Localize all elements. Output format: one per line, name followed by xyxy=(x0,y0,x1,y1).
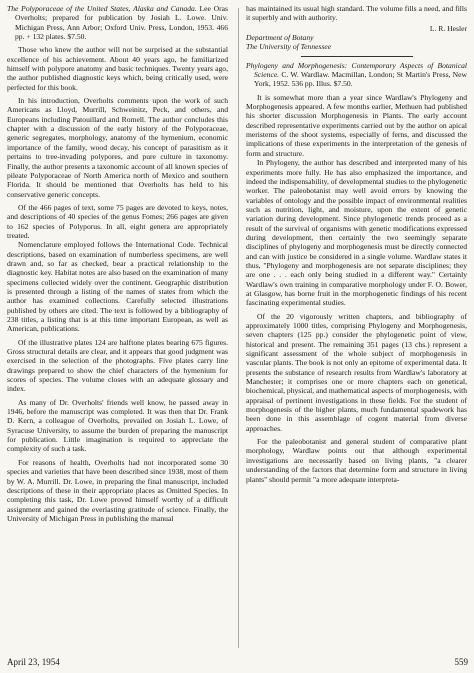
paragraph: Of the 466 pages of text, some 75 pages are devoted to keys, notes, and descriptions of 40 species of the genus Fomes; 266 pages are given to 162 species of Polyporus. In all, eight genera are appropriately treated. xyxy=(7,202,228,240)
affiliation-line: Department of Botany xyxy=(246,33,314,43)
paragraph-continuation: has maintained its usual high standard. The volume fills a need, and fills it superbly and with authority. xyxy=(246,4,467,23)
review-header-phylogeny: Phylogeny and Morphogenesis: Contemporary Aspects of Botanical Science. C. W. Wardlaw. Macmillan, London; St Martin's Press, New York, 1952. 536 pp. Illus. $7.50. xyxy=(246,60,467,89)
paragraph: For reasons of health, Overholts had not incorporated some 30 species and varieties that have been described since 1938, most of them by W. A. Murrill. Dr. Lowe, in preparing the final manuscript, included descriptions of these in their appropriate places as Omitted Species. In completing this task, Dr. Lowe proved himself worthy of a difficult assignment and gained the everlasting gratitude of science. Finally, the University of Michigan Press in publishing the manual xyxy=(7,457,228,523)
footer-date: April 23, 1954 xyxy=(7,657,60,667)
paragraph: Those who knew the author will not be surprised at the substantial excellence of his achievement. About 40 years ago, he familiarized himself with polypore anatomy and basic techniques. Twenty years ago, the author published diagnostic keys which, being critically used, were perfected for this book. xyxy=(7,45,228,92)
affiliation-line: The University of Tennessee xyxy=(246,42,332,52)
left-column xyxy=(7,4,228,523)
review-header-polyporaceae: The Polyporaceae of the United States, Alaska and Canada. Lee Oras Overholts; prepared for publication by Josiah L. Lowe. Univ. Michigan Press, Ann Arbor; Oxford Univ. Press, London, 1953. 466 pp. + 132 plates. $7.50. xyxy=(7,4,228,42)
paragraph: As many of Dr. Overholts' friends well know, he passed away in 1946, before the manuscript was completed. It was then that Dr. Frank D. Kern, a colleague of Overholts, prevailed on Josiah L. Lowe, of Syracuse University, to assume the burden of preparing the manuscript for publication. Little imagination is required to appreciate the complexity of such a task. xyxy=(7,397,228,454)
reviewer-name: L. R. Hesler xyxy=(429,23,467,33)
paragraph: Nomenclature employed follows the International Code. Technical descriptions, based on examination of numberless specimens, are well drawn and, so far as checked, bear a practical relationship to the diagnostic key. Habitat notes are also based on the examination of many specimens collected widely over the continent. Geographic distribution is presented through a listing of the names of states from which the author has examined collections. Carefully selected illustrations published by others are cited. The text is followed by a bibliography of 238 titles, a listing that is at this time important European, as well as American, publications. xyxy=(7,240,228,334)
paragraph: Of the illustrative plates 124 are halftone plates bearing 675 figures. Gross structural details are clear, and it appears that good judgment was exercised in the selection of the photographs. Five plates carry line drawings prepared to show the chief characters of the hymenium for scores of species. The volume closes with an adequate glossary and index. xyxy=(7,337,228,394)
paragraph: In Phylogeny, the author has described and interpreted many of his experiments more fully. He has also emphasized the importance, and indeed the indispensability, of developmental studies to the phylogenetic worker. The paleobotanist may well avoid errors by knowing the variables of ontology and the possible impact of environmental realities such as nutrition, light, and moisture, upon the extent of genetic variation during development. Since phylogenetic trends proceed as a result of the survival of organisms with genetic modifications expressed during development, then certainly the two seemingly separate disciplines of phylogeny and morphogenesis must be directly connected and can with justice be considered in a single volume. Wardlaw states it thus, "Phylogeny and morphogenesis are not separate disciplines; they are one . . . each only being studied in a different way." Certainly Wardlaw's own training in comparative morphology under F. O. Bower, at Glasgow, has borne fruit in the morphogenetic findings of his recent fascinating experimental studies. xyxy=(246,158,467,308)
paragraph: For the paleobotanist and general student of comparative plant morphology, Wardlaw points out that although experimental investigations are necessarily based on living plants, "a clearer understanding of the factors that determine form and structure in living plants" should permit "a more adequate interpreta- xyxy=(246,437,467,484)
right-column xyxy=(246,4,467,484)
paragraph: Of the 20 vigorously written chapters, and bibliography of approximately 1000 titles, comprising Phylogeny and Morphogenesis, seven chapters (125 pp.) consider the phylogenetic point of view, historical and present. The remaining 351 pages (13 chs.) represent a significant assessment of the whole subject of morphogenesis in vascular plants. The book is not only an epitome of experimental data. It presents the substance of research results from Wardlaw's laboratory at Manchester; it comprises one or more chapters each on genetical, biochemical, physical, and mathematical aspects of morphogenesis, with appraisal of pertinent investigations in these fields. For the student of morphogenesis of the higher plants, much fundamental spadework has been done in this assemblage of cogent material from diverse approaches. xyxy=(246,311,467,433)
page-number: 559 xyxy=(454,657,468,667)
column-divider xyxy=(238,8,239,648)
section-divider xyxy=(301,56,413,57)
paragraph: It is somewhat more than a year since Wardlaw's Phylogeny and Morphogenesis appeared. A few months earlier, Methuen had published his shorter discussion Morphogenesis in Plants. The early account described representative experiments carried out by the author on apical meristems of the shoot systems, especially of ferns, and discussed the implications of these experiments in the interpretation of the genesis of form and structure. xyxy=(246,92,467,158)
paragraph: In his introduction, Overholts comments upon the work of such Americans as Lloyd, Murrill, Schweinitz, Peck, and others, and Europeans including Patouillard and Romell. The author concludes this chapter with a discussion of the early history of the Polyporaceae, generic segregates, morphology, anatomy of the hymenium, economic importance of the family, wood decay, his concept of parasitism as it pertains to tree-invading polypores, and pure culture in taxonomy. Finally, the author presents a taxonomic account of all known species of pileate Polyporaceae of North America north of Mexico and southern Florida. It should be mentioned that Overholts has held to his conservative generic concepts. xyxy=(7,96,228,199)
